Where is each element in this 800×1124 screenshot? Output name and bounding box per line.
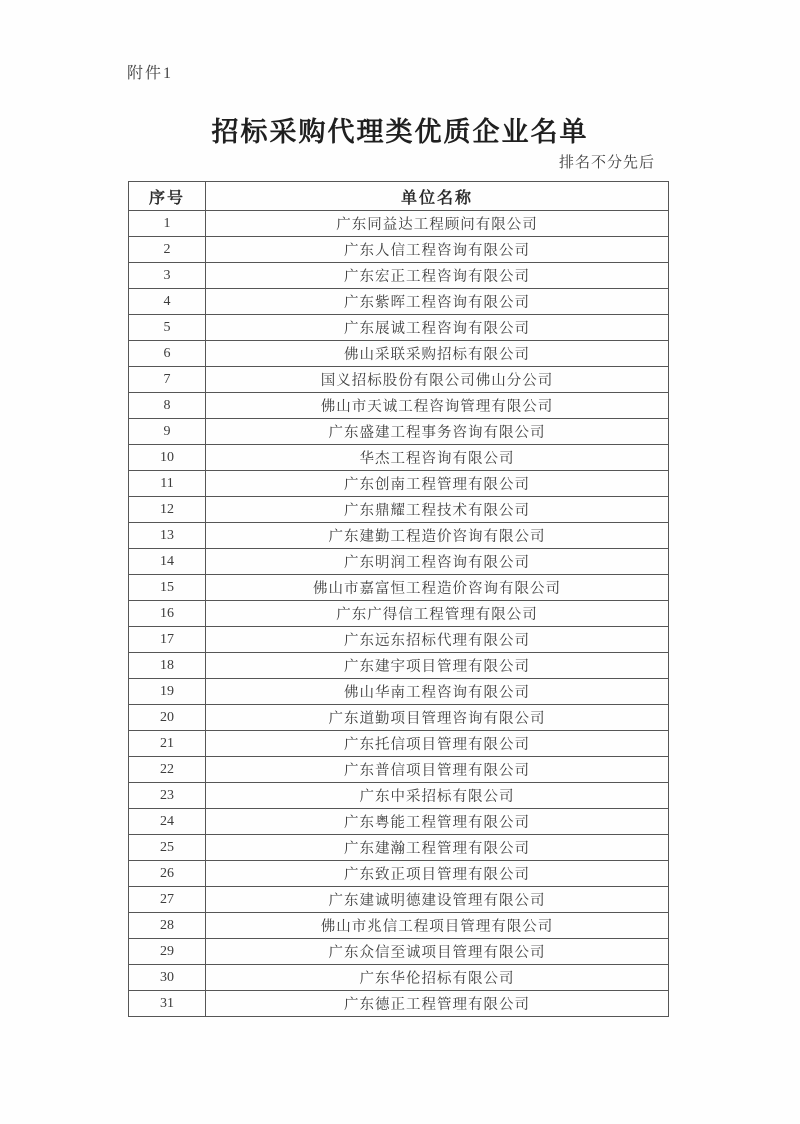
table-row bbox=[129, 705, 669, 731]
table-row bbox=[129, 211, 669, 237]
company-name-cell: 广东华伦招标有限公司 bbox=[206, 965, 669, 991]
company-name-cell: 广东致正项目管理有限公司 bbox=[206, 861, 669, 887]
company-name-cell: 广东明润工程咨询有限公司 bbox=[206, 549, 669, 575]
company-name-cell: 广东创南工程管理有限公司 bbox=[206, 471, 669, 497]
company-name-cell: 佛山市兆信工程项目管理有限公司 bbox=[206, 913, 669, 939]
table-row bbox=[129, 341, 669, 367]
table-row bbox=[129, 991, 669, 1017]
attachment-label: 附件1 bbox=[127, 65, 174, 82]
table-header-row bbox=[129, 182, 669, 211]
company-name-cell: 佛山采联采购招标有限公司 bbox=[206, 341, 669, 367]
row-index-cell: 2 bbox=[129, 237, 206, 263]
table-row bbox=[129, 939, 669, 965]
row-index-cell: 9 bbox=[129, 419, 206, 445]
company-name-cell: 广东建瀚工程管理有限公司 bbox=[206, 835, 669, 861]
companies-table bbox=[128, 181, 669, 1017]
row-index-cell: 28 bbox=[129, 913, 206, 939]
table-row bbox=[129, 445, 669, 471]
row-index-cell: 18 bbox=[129, 653, 206, 679]
company-name-cell: 佛山华南工程咨询有限公司 bbox=[206, 679, 669, 705]
company-name-cell: 广东人信工程咨询有限公司 bbox=[206, 237, 669, 263]
row-index-cell: 8 bbox=[129, 393, 206, 419]
company-name-cell: 广东宏正工程咨询有限公司 bbox=[206, 263, 669, 289]
table-row bbox=[129, 523, 669, 549]
row-index-cell: 16 bbox=[129, 601, 206, 627]
table-header-name: 单位名称 bbox=[206, 182, 669, 211]
row-index-cell: 12 bbox=[129, 497, 206, 523]
row-index-cell: 22 bbox=[129, 757, 206, 783]
table-row bbox=[129, 367, 669, 393]
table-row bbox=[129, 263, 669, 289]
company-name-cell: 广东建勤工程造价咨询有限公司 bbox=[206, 523, 669, 549]
table-row bbox=[129, 575, 669, 601]
table-row bbox=[129, 289, 669, 315]
company-name-cell: 广东展诚工程咨询有限公司 bbox=[206, 315, 669, 341]
row-index-cell: 14 bbox=[129, 549, 206, 575]
company-name-cell: 广东中采招标有限公司 bbox=[206, 783, 669, 809]
row-index-cell: 23 bbox=[129, 783, 206, 809]
company-name-cell: 国义招标股份有限公司佛山分公司 bbox=[206, 367, 669, 393]
row-index-cell: 24 bbox=[129, 809, 206, 835]
company-name-cell: 广东远东招标代理有限公司 bbox=[206, 627, 669, 653]
row-index-cell: 20 bbox=[129, 705, 206, 731]
table-row bbox=[129, 965, 669, 991]
table-row bbox=[129, 679, 669, 705]
row-index-cell: 30 bbox=[129, 965, 206, 991]
table-row bbox=[129, 627, 669, 653]
table-row bbox=[129, 497, 669, 523]
row-index-cell: 10 bbox=[129, 445, 206, 471]
table-row bbox=[129, 237, 669, 263]
row-index-cell: 17 bbox=[129, 627, 206, 653]
row-index-cell: 27 bbox=[129, 887, 206, 913]
table-row bbox=[129, 315, 669, 341]
company-name-cell: 广东紫晖工程咨询有限公司 bbox=[206, 289, 669, 315]
row-index-cell: 7 bbox=[129, 367, 206, 393]
row-index-cell: 25 bbox=[129, 835, 206, 861]
row-index-cell: 4 bbox=[129, 289, 206, 315]
page-title: 招标采购代理类优质企业名单 bbox=[211, 117, 589, 147]
company-name-cell: 佛山市嘉富恒工程造价咨询有限公司 bbox=[206, 575, 669, 601]
company-name-cell: 广东盛建工程事务咨询有限公司 bbox=[206, 419, 669, 445]
row-index-cell: 5 bbox=[129, 315, 206, 341]
ranking-note: 排名不分先后 bbox=[558, 155, 655, 171]
table-row bbox=[129, 913, 669, 939]
company-name-cell: 广东广得信工程管理有限公司 bbox=[206, 601, 669, 627]
table-row bbox=[129, 835, 669, 861]
company-name-cell: 广东普信项目管理有限公司 bbox=[206, 757, 669, 783]
table-row bbox=[129, 471, 669, 497]
table-row bbox=[129, 861, 669, 887]
table-row bbox=[129, 731, 669, 757]
row-index-cell: 21 bbox=[129, 731, 206, 757]
company-name-cell: 广东鼎耀工程技术有限公司 bbox=[206, 497, 669, 523]
table-row bbox=[129, 783, 669, 809]
row-index-cell: 13 bbox=[129, 523, 206, 549]
table-row bbox=[129, 653, 669, 679]
table-row bbox=[129, 393, 669, 419]
row-index-cell: 19 bbox=[129, 679, 206, 705]
company-name-cell: 广东建诚明德建设管理有限公司 bbox=[206, 887, 669, 913]
table-row bbox=[129, 419, 669, 445]
company-name-cell: 广东托信项目管理有限公司 bbox=[206, 731, 669, 757]
table-header-index: 序号 bbox=[129, 182, 206, 211]
row-index-cell: 11 bbox=[129, 471, 206, 497]
company-name-cell: 广东众信至诚项目管理有限公司 bbox=[206, 939, 669, 965]
table-row bbox=[129, 757, 669, 783]
row-index-cell: 26 bbox=[129, 861, 206, 887]
company-name-cell: 广东德正工程管理有限公司 bbox=[206, 991, 669, 1017]
company-name-cell: 华杰工程咨询有限公司 bbox=[206, 445, 669, 471]
table-row bbox=[129, 809, 669, 835]
company-name-cell: 广东粤能工程管理有限公司 bbox=[206, 809, 669, 835]
row-index-cell: 6 bbox=[129, 341, 206, 367]
company-name-cell: 广东道勤项目管理咨询有限公司 bbox=[206, 705, 669, 731]
company-name-cell: 广东同益达工程顾问有限公司 bbox=[206, 211, 669, 237]
row-index-cell: 3 bbox=[129, 263, 206, 289]
row-index-cell: 31 bbox=[129, 991, 206, 1017]
table-row bbox=[129, 887, 669, 913]
table-row bbox=[129, 601, 669, 627]
company-name-cell: 佛山市天诚工程咨询管理有限公司 bbox=[206, 393, 669, 419]
table-row bbox=[129, 549, 669, 575]
row-index-cell: 29 bbox=[129, 939, 206, 965]
row-index-cell: 15 bbox=[129, 575, 206, 601]
row-index-cell: 1 bbox=[129, 211, 206, 237]
company-name-cell: 广东建宇项目管理有限公司 bbox=[206, 653, 669, 679]
